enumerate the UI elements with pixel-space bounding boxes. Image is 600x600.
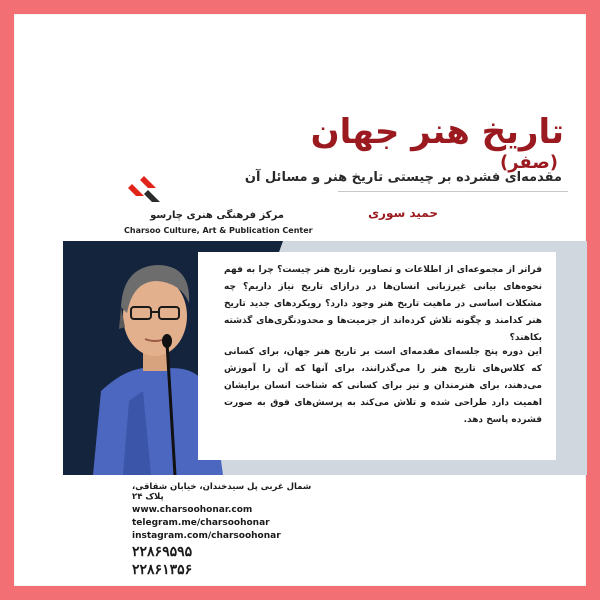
poster <box>14 14 586 586</box>
subtitle: مقدمه‌ای فشرده بر چیستی تاریخ هنر و مسائل آن <box>244 170 562 185</box>
phone-1: ۲۲۸۶۹۵۹۵ <box>132 544 193 560</box>
paragraph-2: این دوره پنج جلسه‌ای مقدمه‌ای است بر تاریخ هنر جهان، برای کسانی که کلاس‌های تاریخ هنر را می‌گذرانند، برای آنها که آن را آموزش می‌دهند، برای هنرمندان و نیز برای کسانی که شناخت انسان برایشان اهمیت دارد طراحی شده و تلاش می‌کند به پرسش‌های فوق به صورت فشرده پاسخ دهد. <box>224 347 542 425</box>
description-panel <box>198 252 556 460</box>
charsoo-logo-icon <box>126 174 166 206</box>
logo-name-fa: مرکز فرهنگی هنری چارسو <box>150 210 284 221</box>
address: شمال غربی پل سیدخندان، خیابان شقاقی، پلاک ۲۴ <box>132 482 312 502</box>
page-title: تاریخ هنر جهان <box>310 112 564 152</box>
author-name: حمید سوری <box>368 206 438 220</box>
paragraph-1: فراتر از مجموعه‌ای از اطلاعات و تصاویر، تاریخ هنر چیست؟ چرا به فهم نحوه‌های بیانی غیرزبانی انسان‌ها در درازای تاریخ نیاز داریم؟ چه مشکلات اساسی در ماهیت تاریخ هنر وجود دارد؟ رویکردهای جدید تاریخ هنر کدامند و چگونه تلاش کرده‌اند از جزمیت‌ها و محدودنگری‌های گذشته بکاهند؟ <box>224 265 542 343</box>
title-block <box>264 114 564 173</box>
contact-block <box>132 482 332 580</box>
logo-name-en: Charsoo Culture, Art & Publication Center <box>124 226 313 235</box>
divider <box>338 191 568 192</box>
instagram-link[interactable]: instagram.com/charsoohonar <box>132 531 281 541</box>
website-link[interactable]: www.charsoohonar.com <box>132 505 253 515</box>
title-paren: (صفر) <box>500 152 558 173</box>
phone-2: ۲۲۸۶۱۳۵۶ <box>132 562 193 578</box>
telegram-link[interactable]: telegram.me/charsoohonar <box>132 518 270 528</box>
